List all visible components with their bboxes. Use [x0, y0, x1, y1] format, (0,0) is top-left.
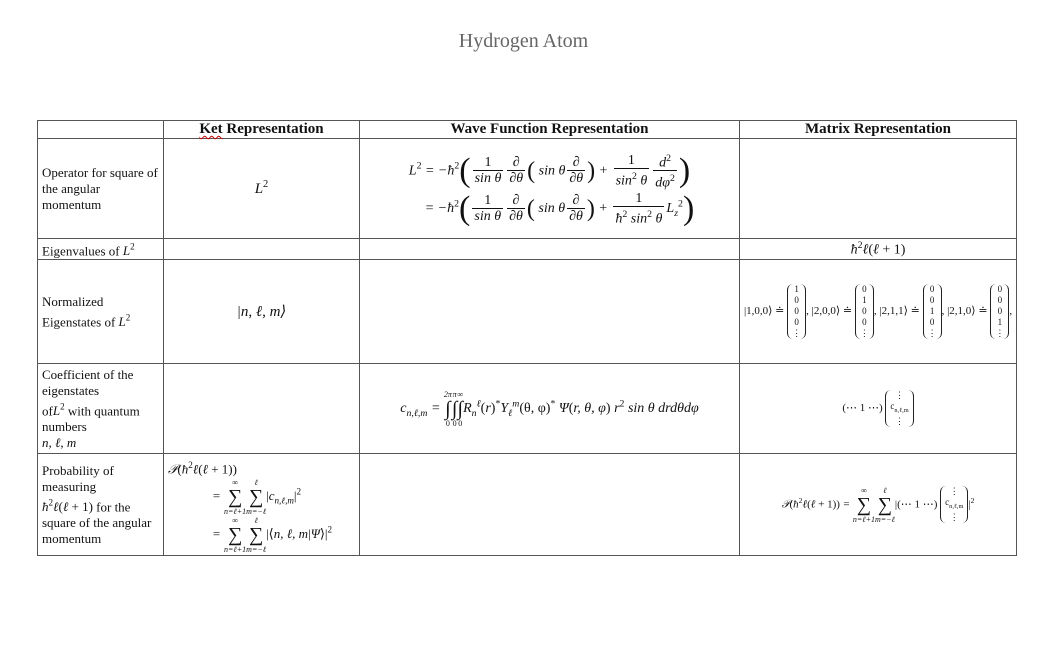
representation-table [37, 120, 1017, 556]
row-label-eigenvalues: Eigenvalues of $L^2$ [38, 239, 164, 260]
row-label-probability: Probability of measuring $ħ^2\ell(\ell + 1)$ for the square of the angular momentum [38, 454, 164, 556]
ket-probability [164, 454, 360, 556]
wave-eigenvalues [360, 239, 740, 260]
vector-210: 0 0 0 1 ⋮ [990, 284, 1009, 339]
row-label-eigenstates: Normalized Eigenstates of $L^2$ [38, 260, 164, 364]
table-row-eigenvalues [38, 239, 1017, 260]
matrix-eigenstates: |1,0,0⟩ ≐ 1 0 0 0 ⋮ , |2,0,0⟩ ≐ 0 1 0 0 ⋮ , |2,1,1⟩ ≐ 0 0 1 0 ⋮ , |2,1,0⟩ ≐ 0 0 0 1 ⋮ , [740, 260, 1017, 364]
ket-probability-line3: = ∞ ∑ n=ℓ+1 ℓ ∑ m=−ℓ |⟨n, ℓ, $m|\Psi⟩|^2$ [212, 515, 333, 554]
ket-eigenstate: |n, ℓ, m⟩ [164, 260, 360, 364]
wave-function-header: Wave Function Representation [360, 121, 740, 139]
page-title: Hydrogen Atom [458, 30, 589, 52]
ket-header: Ket Representation [164, 121, 360, 139]
wave-operator [360, 139, 740, 239]
matrix-probability: $𝒫(ħ^2\ell(\ell + 1))$ = ∞ ∑ n=ℓ+1 ℓ ∑ m=−ℓ |(⋯ 1 ⋯) ⋮ $c_{n,\ell,m}$ ⋮ $|^2$ [740, 454, 1017, 556]
ket-operator: $L^2$ [164, 139, 360, 239]
ket-probability-line2: = ∞ ∑ n=ℓ+1 ℓ ∑ m=−ℓ $|c_{n,\ell,m}|^2$ [212, 477, 302, 516]
table-row-coefficient [38, 364, 1017, 454]
vector-200: 0 1 0 0 ⋮ [855, 284, 874, 339]
table-row-probability [38, 454, 1017, 556]
ket-probability-line1: $𝒫(ħ^2\ell(\ell + 1))$ [168, 459, 237, 476]
probability-vector: ⋮ $c_{n,\ell,m}$ ⋮ [940, 486, 968, 523]
matrix-eigenvalues: $ħ^2\ell(\ell + 1)$ [740, 239, 1017, 260]
wave-coefficient: $c_{n,\ell,m}$ = 2π ∫ 0 π ∫ 0 ∞ ∫ 0 $R_n^\ell(r)^*Y_\ell^m(\theta$, φ)* Ψ(r, θ, φ) $r^2$ sin θ drdθdφ [360, 364, 740, 454]
matrix-coefficient: (⋯ 1 ⋯) ⋮ $c_{n,\ell,m}$ ⋮ [740, 364, 1017, 454]
ket-coefficient [164, 364, 360, 454]
row-label-coefficient: Coefficient of the eigenstates ofL$^2$ with quantum numbers n, ℓ, m [38, 364, 164, 454]
wave-eigenstates [360, 260, 740, 364]
vector-211: 0 0 1 0 ⋮ [923, 284, 942, 339]
wave-operator-line2: = $-ħ^2$( $\frac{1}{\text{sin θ}}$ $\frac{\partial}{\partial\theta}$ ( sin θ $\frac{\partial}{\partial\theta}$ ) + $\frac{1}{ħ^2 \sin^2 \theta}$ $L_z^2$) [424, 189, 695, 227]
matrix-operator [740, 139, 1017, 239]
row-label-header [38, 121, 164, 139]
row-label-operator: Operator for square of the angular momentum [38, 139, 164, 239]
vector-100: 1 0 0 0 ⋮ [787, 284, 806, 339]
matrix-header: Matrix Representation [740, 121, 1017, 139]
table-row-operator [38, 139, 1017, 239]
table-row-eigenstates [38, 260, 1017, 364]
ket-eigenvalues [164, 239, 360, 260]
header-row [38, 121, 1017, 139]
wave-probability [360, 454, 740, 556]
coefficient-vector: ⋮ $c_{n,\ell,m}$ ⋮ [885, 390, 913, 427]
wave-operator-line1: $L^2$ = $-ħ^2$( $\frac{1}{\text{sin θ}}$ $\frac{\partial}{\partial\theta}$ ( sin θ $\frac{\partial}{\partial\theta}$ ) + $\frac{1}{\sin^2 \theta}$ $\frac{d^2}{d\varphi^2}$ ) [408, 151, 691, 191]
